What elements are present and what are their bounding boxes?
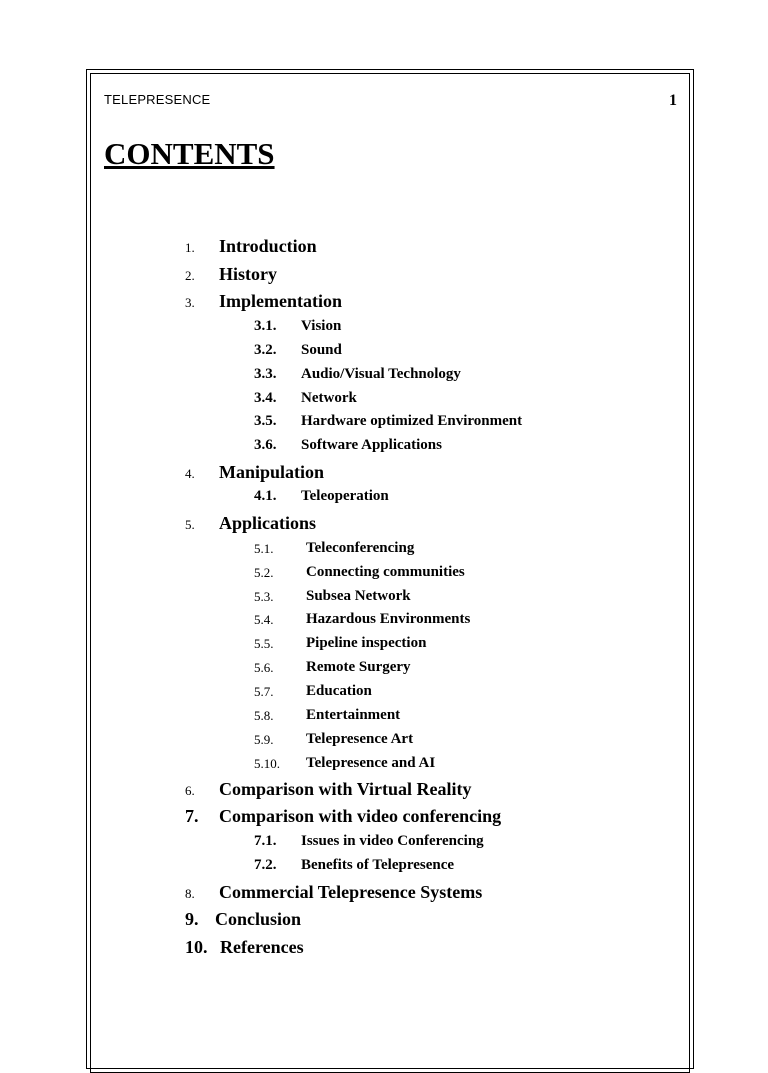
toc-label: Connecting communities bbox=[306, 564, 465, 580]
toc-label: Telepresence and AI bbox=[306, 755, 436, 771]
toc-number: 5.8. bbox=[254, 708, 274, 723]
toc-number: 5.7. bbox=[254, 684, 274, 699]
toc-label: Commercial Telepresence Systems bbox=[219, 882, 483, 902]
toc-label: Hardware optimized Environment bbox=[301, 413, 523, 429]
toc-label: Manipulation bbox=[219, 462, 325, 482]
toc-number: 3.2. bbox=[254, 342, 277, 358]
toc-label: Conclusion bbox=[215, 909, 302, 929]
toc-number: 7.2. bbox=[254, 857, 277, 873]
contents-heading: CONTENTS bbox=[104, 136, 275, 171]
toc-number: 4.1. bbox=[254, 488, 277, 504]
toc-label: Introduction bbox=[219, 236, 317, 256]
toc-label: Benefits of Telepresence bbox=[301, 857, 455, 873]
toc-number: 5.4. bbox=[254, 612, 274, 627]
toc-label: Audio/Visual Technology bbox=[301, 366, 461, 382]
toc-label: References bbox=[220, 937, 304, 957]
toc-number: 5.6. bbox=[254, 660, 274, 675]
toc-label: Software Applications bbox=[301, 437, 442, 453]
toc-number: 3.3. bbox=[254, 366, 277, 382]
toc-number: 1. bbox=[185, 240, 195, 255]
toc-label: Network bbox=[301, 390, 357, 406]
page-number: 1 bbox=[669, 92, 677, 109]
toc-number: 9. bbox=[185, 909, 199, 929]
toc-label: Teleconferencing bbox=[306, 540, 415, 556]
toc-label: Implementation bbox=[219, 291, 342, 311]
toc-number: 5.1. bbox=[254, 541, 274, 556]
toc-number: 5.9. bbox=[254, 732, 274, 747]
toc-label: Pipeline inspection bbox=[306, 635, 427, 651]
toc-label: Issues in video Conferencing bbox=[301, 833, 484, 849]
toc-number: 5.2. bbox=[254, 565, 274, 580]
toc-number: 3.6. bbox=[254, 437, 277, 453]
running-header-title: TELEPRESENCE bbox=[104, 92, 211, 107]
toc-number: 10. bbox=[185, 937, 208, 957]
toc-number: 7.1. bbox=[254, 833, 277, 849]
toc-number: 5. bbox=[185, 517, 195, 532]
toc-number: 5.5. bbox=[254, 636, 274, 651]
toc-number: 3.5. bbox=[254, 413, 277, 429]
toc-label: Education bbox=[306, 683, 372, 699]
toc-number: 6. bbox=[185, 783, 195, 798]
toc-number: 5.3. bbox=[254, 589, 274, 604]
toc-number: 8. bbox=[185, 886, 195, 901]
toc-label: History bbox=[219, 264, 277, 284]
toc-label: Teleoperation bbox=[301, 488, 389, 504]
toc-label: Telepresence Art bbox=[306, 731, 414, 747]
toc-number: 2. bbox=[185, 268, 195, 283]
toc-label: Comparison with video conferencing bbox=[219, 806, 502, 826]
toc-label: Remote Surgery bbox=[306, 659, 411, 675]
toc-label: Sound bbox=[301, 342, 342, 358]
toc-label: Comparison with Virtual Reality bbox=[219, 779, 472, 799]
toc-label: Subsea Network bbox=[306, 588, 411, 604]
toc-label: Vision bbox=[301, 318, 342, 334]
toc-label: Hazardous Environments bbox=[306, 611, 471, 627]
toc-number: 4. bbox=[185, 466, 195, 481]
toc-label: Applications bbox=[219, 513, 317, 533]
toc-number: 3.1. bbox=[254, 318, 277, 334]
toc-number: 3. bbox=[185, 295, 195, 310]
toc-number: 3.4. bbox=[254, 390, 277, 406]
toc-number: 7. bbox=[185, 806, 199, 826]
toc-number: 5.10. bbox=[254, 756, 280, 771]
toc-label: Entertainment bbox=[306, 707, 401, 723]
